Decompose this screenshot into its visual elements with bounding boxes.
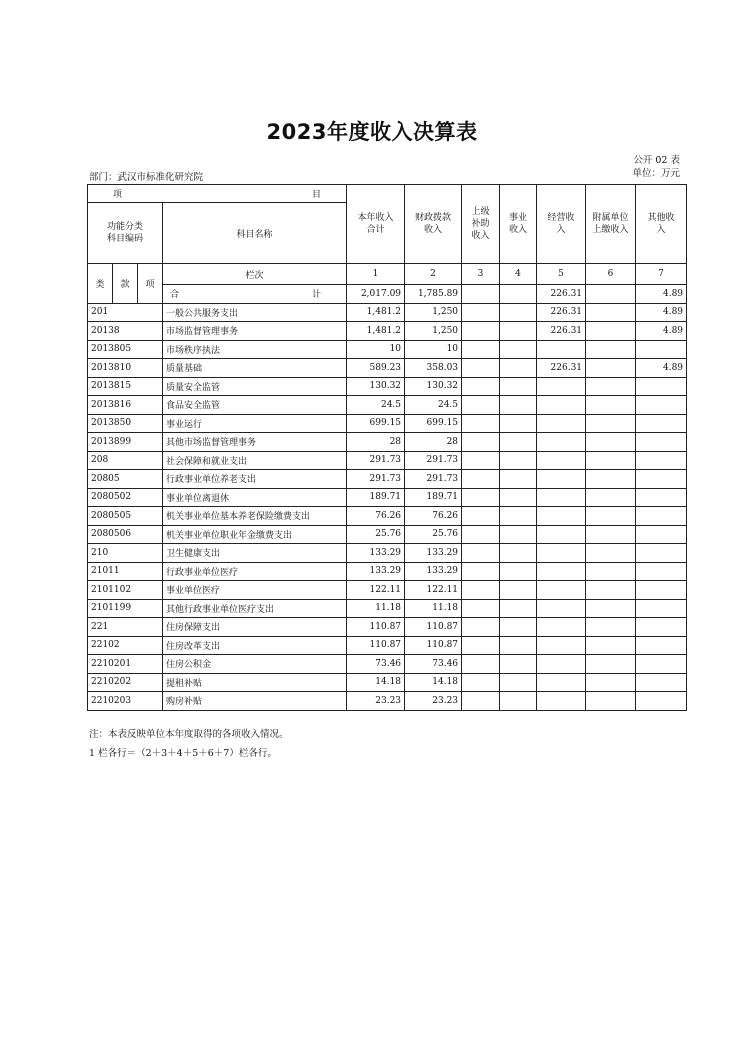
value-col-6 xyxy=(586,655,636,674)
value-col-4 xyxy=(500,618,537,637)
table-row xyxy=(88,655,687,674)
subject-name: 市场监督管理事务 xyxy=(163,322,347,341)
value-col-2: 130.32 xyxy=(405,377,462,396)
subject-code: 208 xyxy=(88,451,163,470)
value-col-3 xyxy=(462,562,500,581)
col-num-6: 6 xyxy=(586,264,636,285)
value-col-1: 133.29 xyxy=(347,544,405,563)
value-col-4 xyxy=(500,636,537,655)
col-num-1: 1 xyxy=(347,264,405,285)
value-col-6 xyxy=(586,377,636,396)
value-col-6 xyxy=(586,340,636,359)
value-col-1: 28 xyxy=(347,433,405,452)
value-col-5: 226.31 xyxy=(537,359,586,378)
value-col-1: 1,481.2 xyxy=(347,322,405,341)
subject-name: 住房改革支出 xyxy=(163,636,347,655)
value-col-3 xyxy=(462,581,500,600)
value-col-3 xyxy=(462,673,500,692)
value-col-7 xyxy=(636,544,687,563)
value-col-5 xyxy=(537,488,586,507)
value-col-1: 14.18 xyxy=(347,673,405,692)
value-col-4 xyxy=(500,322,537,341)
table-row xyxy=(88,673,687,692)
header-fiscal: 财政拨款 收入 xyxy=(405,185,462,264)
note-line-1: 注：本表反映单位本年度取得的各项收入情况。 xyxy=(89,729,289,740)
table-row xyxy=(88,599,687,618)
value-col-6 xyxy=(586,303,636,322)
value-col-5 xyxy=(537,396,586,415)
value-col-1: 25.76 xyxy=(347,525,405,544)
total-value-2: 1,785.89 xyxy=(405,285,462,304)
value-col-7 xyxy=(636,377,687,396)
value-col-2: 14.18 xyxy=(405,673,462,692)
header-total: 本年收入 合计 xyxy=(347,185,405,264)
table-row xyxy=(88,377,687,396)
subject-name: 行政事业单位医疗 xyxy=(163,562,347,581)
value-col-2: 110.87 xyxy=(405,618,462,637)
value-col-2: 23.23 xyxy=(405,692,462,711)
value-col-2: 189.71 xyxy=(405,488,462,507)
value-col-5 xyxy=(537,451,586,470)
value-col-6 xyxy=(586,433,636,452)
value-col-2: 122.11 xyxy=(405,581,462,600)
subject-code: 22102 xyxy=(88,636,163,655)
table-row xyxy=(88,618,687,637)
value-col-1: 110.87 xyxy=(347,618,405,637)
value-col-6 xyxy=(586,562,636,581)
subject-name: 其他行政事业单位医疗支出 xyxy=(163,599,347,618)
value-col-4 xyxy=(500,470,537,489)
value-col-5 xyxy=(537,470,586,489)
total-value-5: 226.31 xyxy=(537,285,586,304)
value-col-6 xyxy=(586,414,636,433)
value-col-1: 589.23 xyxy=(347,359,405,378)
value-col-7 xyxy=(636,396,687,415)
table-row xyxy=(88,525,687,544)
value-col-3 xyxy=(462,599,500,618)
subject-name: 其他市场监督管理事务 xyxy=(163,433,347,452)
col-num-7: 7 xyxy=(636,264,687,285)
subject-code: 2101102 xyxy=(88,581,163,600)
value-col-5 xyxy=(537,544,586,563)
value-col-5 xyxy=(537,562,586,581)
subject-code: 2210201 xyxy=(88,655,163,674)
value-col-3 xyxy=(462,618,500,637)
value-col-5: 226.31 xyxy=(537,322,586,341)
subject-code: 210 xyxy=(88,544,163,563)
header-mu: 目 xyxy=(312,190,322,200)
value-col-1: 291.73 xyxy=(347,451,405,470)
value-col-6 xyxy=(586,507,636,526)
subject-code: 2013816 xyxy=(88,396,163,415)
value-col-1: 133.29 xyxy=(347,562,405,581)
value-col-4 xyxy=(500,303,537,322)
value-col-2: 133.29 xyxy=(405,562,462,581)
value-col-1: 110.87 xyxy=(347,636,405,655)
value-col-6 xyxy=(586,544,636,563)
value-col-6 xyxy=(586,581,636,600)
value-col-5 xyxy=(537,433,586,452)
value-col-4 xyxy=(500,673,537,692)
value-col-3 xyxy=(462,507,500,526)
value-col-4 xyxy=(500,581,537,600)
subject-code: 201 xyxy=(88,303,163,322)
value-col-7: 4.89 xyxy=(636,303,687,322)
value-col-1: 10 xyxy=(347,340,405,359)
subject-code: 2080502 xyxy=(88,488,163,507)
value-col-4 xyxy=(500,544,537,563)
form-number: 公开 02 表 xyxy=(633,155,680,166)
header-operating: 经营收 入 xyxy=(537,185,586,264)
value-col-7 xyxy=(636,581,687,600)
value-col-3 xyxy=(462,396,500,415)
subject-code: 20805 xyxy=(88,470,163,489)
value-col-3 xyxy=(462,692,500,711)
value-col-4 xyxy=(500,525,537,544)
value-col-3 xyxy=(462,377,500,396)
table-row xyxy=(88,414,687,433)
value-col-5 xyxy=(537,655,586,674)
col-num-5: 5 xyxy=(537,264,586,285)
value-col-1: 699.15 xyxy=(347,414,405,433)
value-col-6 xyxy=(586,451,636,470)
col-num-2: 2 xyxy=(405,264,462,285)
value-col-6 xyxy=(586,525,636,544)
value-col-4 xyxy=(500,396,537,415)
value-col-3 xyxy=(462,340,500,359)
value-col-6 xyxy=(586,488,636,507)
subject-name: 社会保障和就业支出 xyxy=(163,451,347,470)
value-col-7 xyxy=(636,451,687,470)
subject-code: 2013805 xyxy=(88,340,163,359)
value-col-4 xyxy=(500,414,537,433)
value-col-1: 1,481.2 xyxy=(347,303,405,322)
value-col-4 xyxy=(500,433,537,452)
value-col-5 xyxy=(537,636,586,655)
value-col-3 xyxy=(462,451,500,470)
value-col-2: 28 xyxy=(405,433,462,452)
value-col-7 xyxy=(636,488,687,507)
value-col-7 xyxy=(636,525,687,544)
total-value-6 xyxy=(586,285,636,304)
table-row xyxy=(88,303,687,322)
value-col-3 xyxy=(462,636,500,655)
col-num-4: 4 xyxy=(500,264,537,285)
table-row xyxy=(88,507,687,526)
note-line-2: 1 栏各行＝（2＋3＋4＋5＋6＋7）栏各行。 xyxy=(89,748,277,759)
value-col-4 xyxy=(500,562,537,581)
value-col-3 xyxy=(462,322,500,341)
subject-name: 质量安全监管 xyxy=(163,377,347,396)
table-row xyxy=(88,488,687,507)
header-business: 事业 收入 xyxy=(500,185,537,264)
value-col-1: 76.26 xyxy=(347,507,405,526)
value-col-3 xyxy=(462,655,500,674)
value-col-5 xyxy=(537,414,586,433)
value-col-5: 226.31 xyxy=(537,303,586,322)
value-col-2: 10 xyxy=(405,340,462,359)
table-row xyxy=(88,692,687,711)
subject-name: 住房公积金 xyxy=(163,655,347,674)
value-col-7 xyxy=(636,692,687,711)
value-col-2: 358.03 xyxy=(405,359,462,378)
value-col-2: 291.73 xyxy=(405,451,462,470)
value-col-4 xyxy=(500,507,537,526)
total-label-cell xyxy=(163,285,347,304)
header-kuan: 款 xyxy=(113,264,138,304)
value-col-1: 130.32 xyxy=(347,377,405,396)
value-col-7: 4.89 xyxy=(636,359,687,378)
value-col-7: 4.89 xyxy=(636,322,687,341)
value-col-4 xyxy=(500,359,537,378)
subject-code: 221 xyxy=(88,618,163,637)
value-col-7 xyxy=(636,507,687,526)
header-func-class: 功能分类 科目编码 xyxy=(88,203,163,264)
value-col-3 xyxy=(462,470,500,489)
value-col-3 xyxy=(462,488,500,507)
col-num-3: 3 xyxy=(462,264,500,285)
value-col-2: 73.46 xyxy=(405,655,462,674)
table-row xyxy=(88,562,687,581)
notes xyxy=(89,726,289,759)
page-title: 2023年度收入决算表 xyxy=(266,120,478,144)
table-row xyxy=(88,322,687,341)
header-affiliated: 附属单位 上缴收入 xyxy=(586,185,636,264)
value-col-6 xyxy=(586,599,636,618)
value-col-1: 291.73 xyxy=(347,470,405,489)
value-col-6 xyxy=(586,322,636,341)
subject-name: 事业单位医疗 xyxy=(163,581,347,600)
value-col-4 xyxy=(500,340,537,359)
table-row xyxy=(88,396,687,415)
value-col-3 xyxy=(462,303,500,322)
value-col-6 xyxy=(586,359,636,378)
subject-name: 事业单位离退休 xyxy=(163,488,347,507)
value-col-3 xyxy=(462,414,500,433)
subject-code: 2080505 xyxy=(88,507,163,526)
income-table xyxy=(87,184,687,711)
table-row xyxy=(88,581,687,600)
value-col-2: 24.5 xyxy=(405,396,462,415)
value-col-7 xyxy=(636,636,687,655)
value-col-3 xyxy=(462,544,500,563)
table-row xyxy=(88,451,687,470)
table-row xyxy=(88,544,687,563)
value-col-5 xyxy=(537,618,586,637)
total-value-4 xyxy=(500,285,537,304)
subject-name: 机关事业单位基本养老保险缴费支出 xyxy=(163,507,347,526)
unit-label: 单位：万元 xyxy=(632,168,680,179)
value-col-5 xyxy=(537,673,586,692)
subject-code: 21011 xyxy=(88,562,163,581)
value-col-7 xyxy=(636,340,687,359)
total-value-3 xyxy=(462,285,500,304)
table-row xyxy=(88,433,687,452)
value-col-2: 11.18 xyxy=(405,599,462,618)
table-row xyxy=(88,359,687,378)
subject-name: 卫生健康支出 xyxy=(163,544,347,563)
value-col-7 xyxy=(636,673,687,692)
value-col-3 xyxy=(462,433,500,452)
header-subject-name: 科目名称 xyxy=(163,203,347,264)
subject-name: 一般公共服务支出 xyxy=(163,303,347,322)
subject-name: 购房补贴 xyxy=(163,692,347,711)
value-col-7 xyxy=(636,562,687,581)
value-col-5 xyxy=(537,377,586,396)
total-row xyxy=(88,285,687,304)
value-col-6 xyxy=(586,470,636,489)
value-col-6 xyxy=(586,673,636,692)
value-col-1: 122.11 xyxy=(347,581,405,600)
value-col-6 xyxy=(586,692,636,711)
subject-name: 事业运行 xyxy=(163,414,347,433)
header-lei: 类 xyxy=(88,264,113,304)
value-col-7 xyxy=(636,599,687,618)
value-col-4 xyxy=(500,488,537,507)
value-col-2: 1,250 xyxy=(405,303,462,322)
value-col-7 xyxy=(636,655,687,674)
total-value-7: 4.89 xyxy=(636,285,687,304)
value-col-4 xyxy=(500,599,537,618)
value-col-5 xyxy=(537,525,586,544)
value-col-2: 25.76 xyxy=(405,525,462,544)
value-col-4 xyxy=(500,655,537,674)
value-col-1: 189.71 xyxy=(347,488,405,507)
subject-code: 2080506 xyxy=(88,525,163,544)
subject-name: 市场秩序执法 xyxy=(163,340,347,359)
value-col-5 xyxy=(537,599,586,618)
subject-name: 行政事业单位养老支出 xyxy=(163,470,347,489)
subject-code: 20138 xyxy=(88,322,163,341)
header-row-3 xyxy=(88,264,687,285)
value-col-4 xyxy=(500,377,537,396)
header-item: 项 xyxy=(113,190,123,200)
table-row xyxy=(88,636,687,655)
subject-name: 质量基础 xyxy=(163,359,347,378)
subject-code: 2013850 xyxy=(88,414,163,433)
value-col-6 xyxy=(586,396,636,415)
value-col-4 xyxy=(500,451,537,470)
header-superior: 上级 补助 收入 xyxy=(462,185,500,264)
value-col-6 xyxy=(586,636,636,655)
total-label-b: 计 xyxy=(312,290,322,301)
subject-code: 2013899 xyxy=(88,433,163,452)
subject-code: 2101199 xyxy=(88,599,163,618)
value-col-5 xyxy=(537,507,586,526)
value-col-1: 73.46 xyxy=(347,655,405,674)
value-col-5 xyxy=(537,340,586,359)
value-col-5 xyxy=(537,581,586,600)
value-col-2: 76.26 xyxy=(405,507,462,526)
value-col-7 xyxy=(636,433,687,452)
value-col-3 xyxy=(462,525,500,544)
value-col-2: 699.15 xyxy=(405,414,462,433)
value-col-7 xyxy=(636,618,687,637)
subject-code: 2210202 xyxy=(88,673,163,692)
table-row xyxy=(88,470,687,489)
subject-name: 提租补贴 xyxy=(163,673,347,692)
subject-code: 2013815 xyxy=(88,377,163,396)
subject-name: 住房保障支出 xyxy=(163,618,347,637)
table-row xyxy=(88,340,687,359)
value-col-7 xyxy=(636,414,687,433)
subject-name: 食品安全监管 xyxy=(163,396,347,415)
value-col-1: 24.5 xyxy=(347,396,405,415)
total-label-a: 合 xyxy=(170,290,180,301)
header-row-1 xyxy=(88,185,687,203)
subject-name: 机关事业单位职业年金缴费支出 xyxy=(163,525,347,544)
header-other: 其他收 入 xyxy=(636,185,687,264)
value-col-7 xyxy=(636,470,687,489)
value-col-3 xyxy=(462,359,500,378)
value-col-5 xyxy=(537,692,586,711)
value-col-2: 110.87 xyxy=(405,636,462,655)
value-col-1: 23.23 xyxy=(347,692,405,711)
value-col-2: 133.29 xyxy=(405,544,462,563)
subject-code: 2013810 xyxy=(88,359,163,378)
value-col-2: 291.73 xyxy=(405,470,462,489)
value-col-2: 1,250 xyxy=(405,322,462,341)
value-col-4 xyxy=(500,692,537,711)
value-col-6 xyxy=(586,618,636,637)
value-col-1: 11.18 xyxy=(347,599,405,618)
header-item-cell xyxy=(88,185,347,203)
total-value-1: 2,017.09 xyxy=(347,285,405,304)
header-xiang: 项 xyxy=(138,264,163,304)
subject-code: 2210203 xyxy=(88,692,163,711)
department-label: 部门：武汉市标准化研究院 xyxy=(89,172,204,183)
header-lanci: 栏次 xyxy=(163,264,347,285)
